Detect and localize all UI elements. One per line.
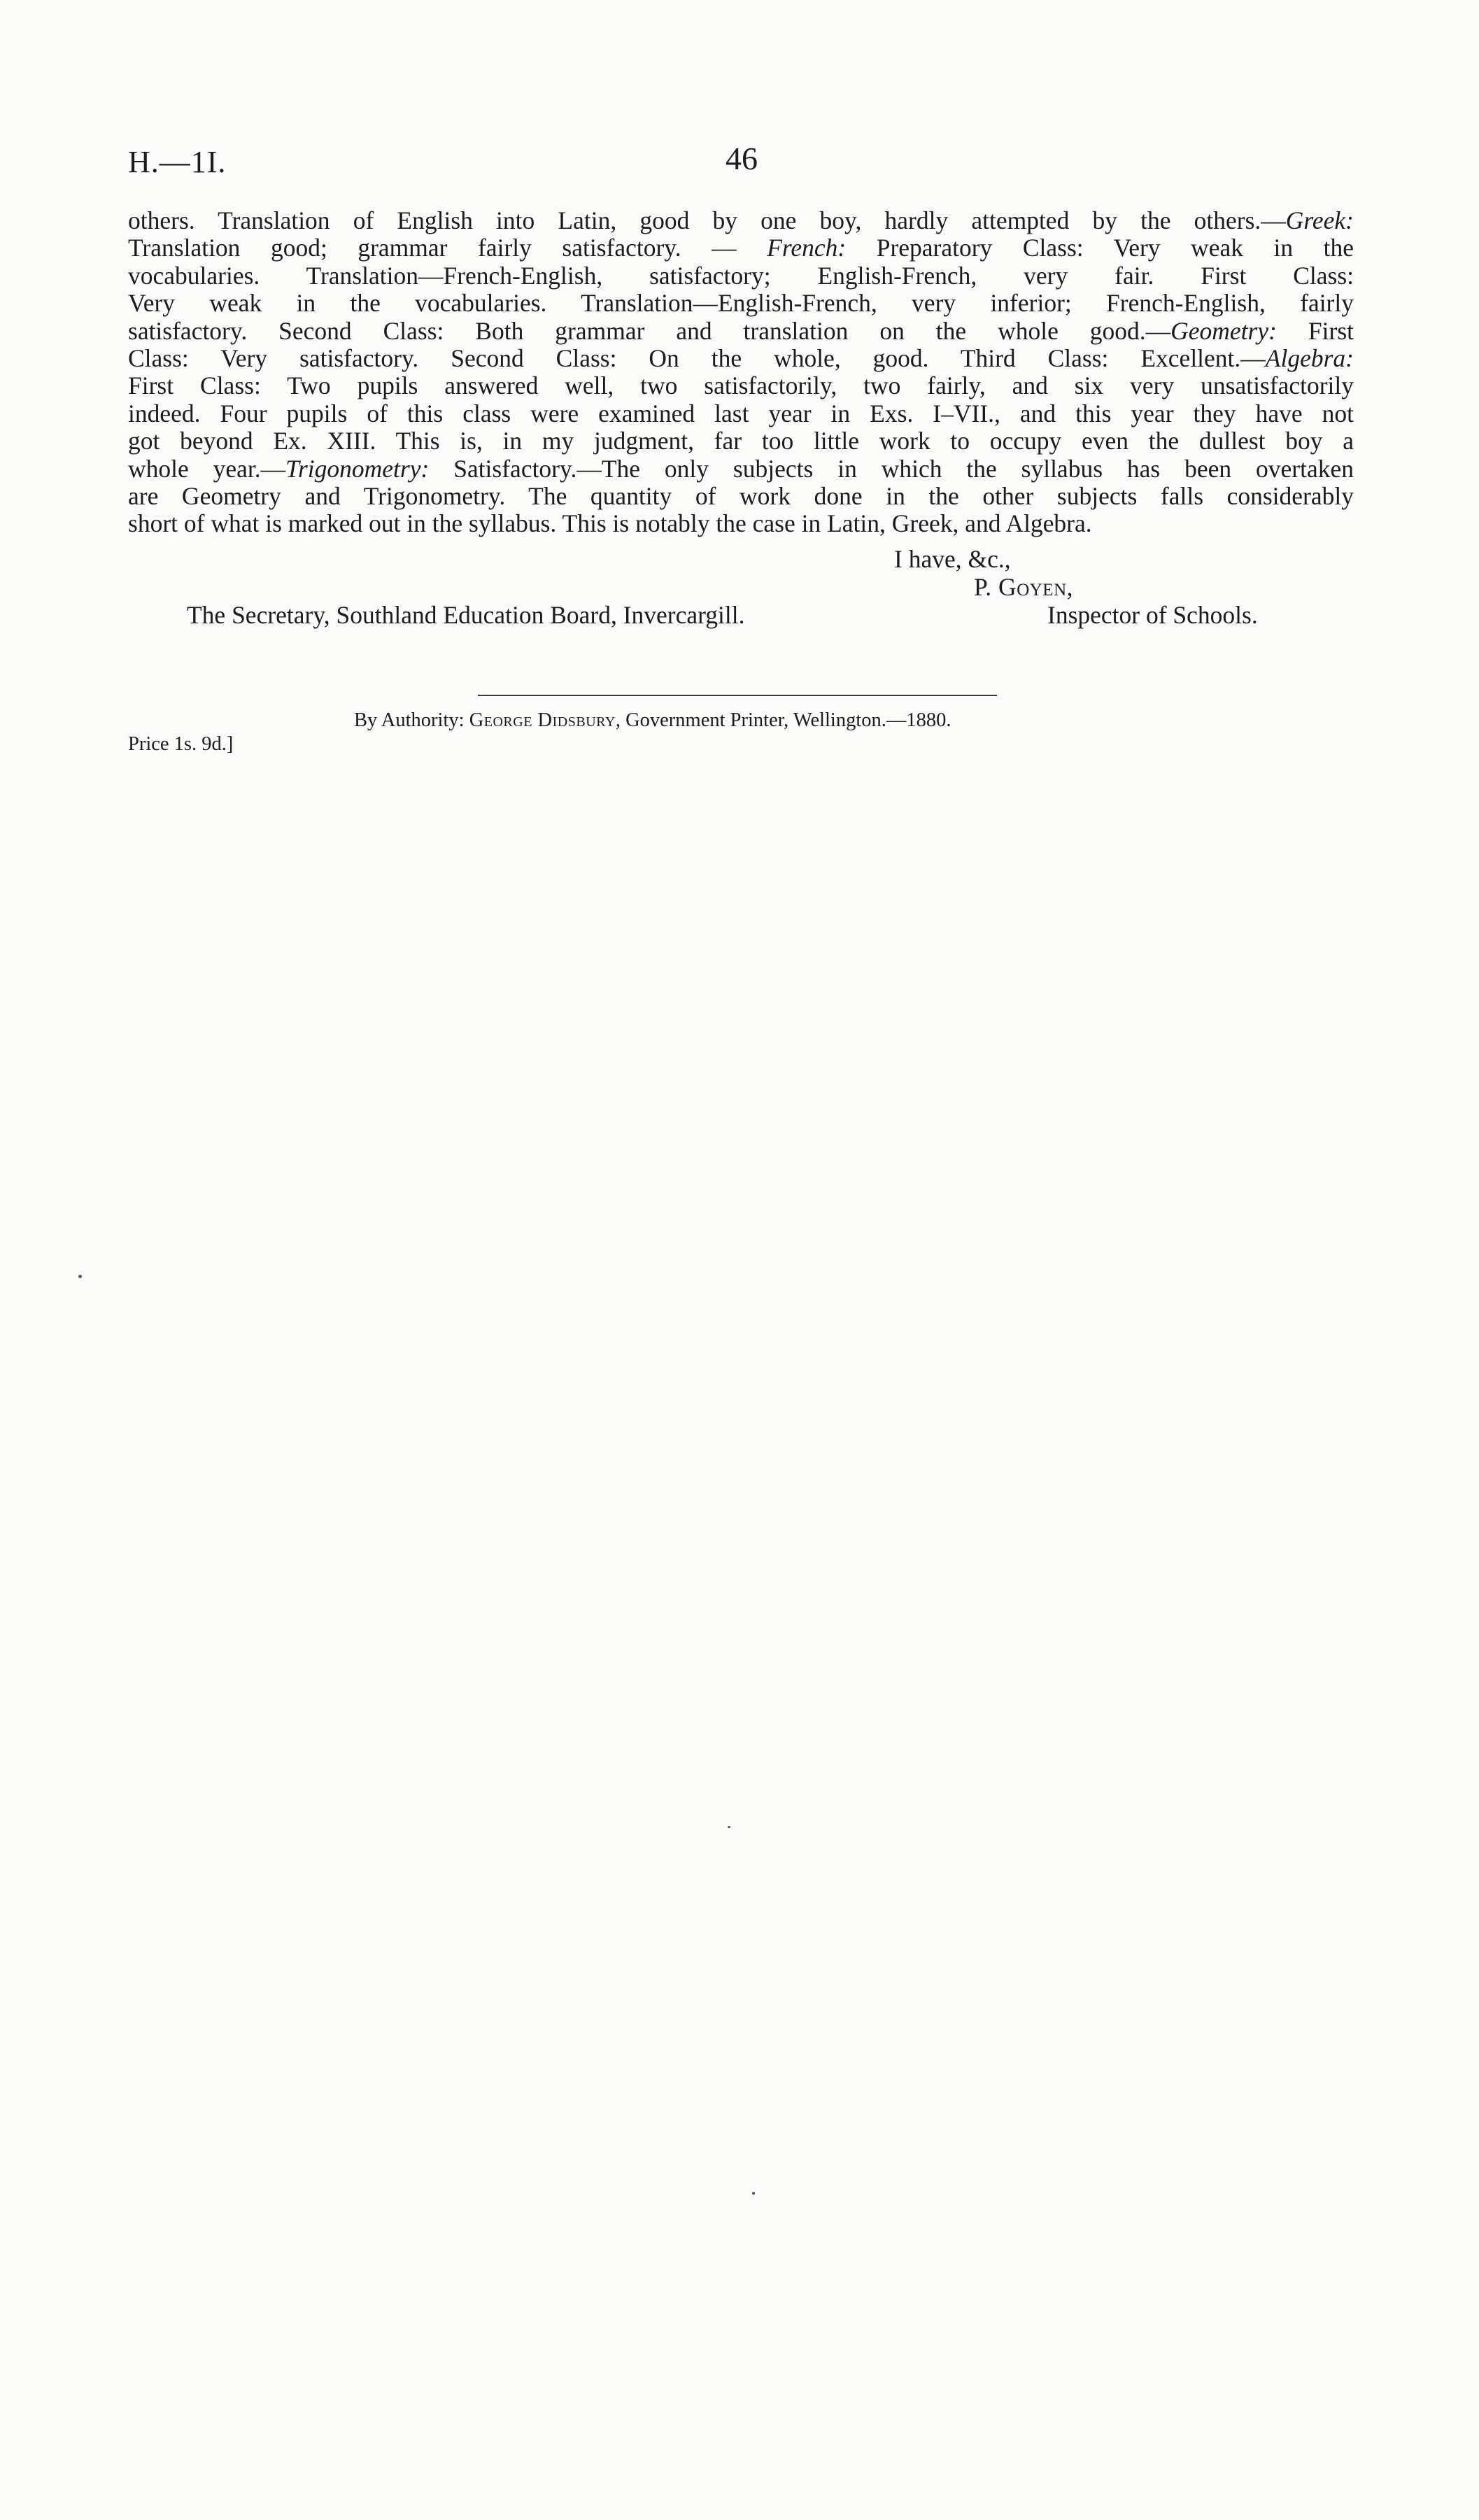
paragraph-text: short of what is marked out in the syllabus. This is notably the case in Latin, Greek, and Algebra.: [128, 509, 1092, 538]
paragraph-text: others. Translation of English into Latin, good by one boy, hardly attempted by the others.—: [128, 206, 1286, 234]
italic-subject-heading: Trigonometry:: [285, 454, 430, 483]
paragraph-line: [128, 455, 1354, 483]
paragraph-line: [128, 372, 1354, 399]
scan-speck: [752, 2192, 755, 2195]
printer-imprint: [354, 709, 951, 732]
signatory-name: P. Goyen,: [974, 573, 1074, 601]
italic-subject-heading: Algebra:: [1265, 344, 1354, 373]
report-reference: H.—1I.: [128, 145, 227, 179]
paragraph-text: Class: Very satisfactory. Second Class: On the whole, good. Third Class: Excellent.—: [128, 344, 1266, 373]
paragraph-text: vocabularies. Translation—French-English, satisfactory; English-French, very fair. First Class:: [128, 261, 1354, 290]
paragraph-text: Satisfactory.—The only subjects in which the syllabus has been overtaken: [429, 454, 1354, 483]
paragraph-line: [128, 345, 1354, 372]
footer-rule: [478, 695, 997, 696]
paragraph-text: whole year.—: [128, 454, 286, 483]
paragraph-line: [128, 290, 1354, 317]
closing-salutation: I have, &c.,: [894, 545, 1011, 573]
paragraph-text: First Class: Two pupils answered well, two satisfactorily, two fairly, and six very unsatisfactorily: [128, 371, 1354, 400]
paragraph-text: Preparatory Class: Very weak in the: [846, 234, 1354, 262]
paragraph-line: [128, 400, 1354, 427]
page-number: 46: [726, 141, 758, 176]
printer-name: George Didsbury: [469, 709, 616, 731]
signatory-title: Inspector of Schools.: [1047, 601, 1258, 629]
italic-subject-heading: Greek:: [1285, 206, 1354, 234]
paragraph-line: [128, 234, 1354, 262]
price-note: Price 1s. 9d.]: [128, 733, 234, 755]
paragraph-line: [128, 318, 1354, 345]
imprint-prefix: By Authority:: [354, 709, 469, 731]
scan-speck: [78, 1275, 82, 1278]
paragraph-line: [128, 427, 1354, 455]
scan-speck: [728, 1826, 730, 1828]
imprint-suffix: , Government Printer, Wellington.—1880.: [615, 709, 951, 731]
paragraph-text: satisfactory. Second Class: Both grammar and translation on the whole good.—: [128, 316, 1171, 345]
italic-subject-heading: Geometry:: [1170, 316, 1277, 345]
paragraph-text: Very weak in the vocabularies. Translation—English-French, very inferior; French-English, fairly: [128, 289, 1354, 318]
paragraph-line: [128, 510, 1354, 537]
paragraph-text: Translation good; grammar fairly satisfactory. —: [128, 234, 767, 262]
paragraph-text: got beyond Ex. XIII. This is, in my judgment, far too little work to occupy even the dullest boy a: [128, 427, 1354, 455]
paragraph-text: are Geometry and Trigonometry. The quantity of work done in the other subjects falls considerably: [128, 482, 1354, 511]
paragraph-line: [128, 207, 1354, 234]
paragraph-text: First: [1276, 316, 1354, 345]
addressee: The Secretary, Southland Education Board, Invercargill.: [187, 601, 745, 629]
paragraph-text: indeed. Four pupils of this class were examined last year in Exs. I–VII., and this year they have not: [128, 399, 1354, 427]
paragraph-line: [128, 262, 1354, 290]
italic-subject-heading: French:: [767, 234, 847, 262]
paragraph-line: [128, 483, 1354, 510]
report-paragraph: [128, 207, 1354, 538]
